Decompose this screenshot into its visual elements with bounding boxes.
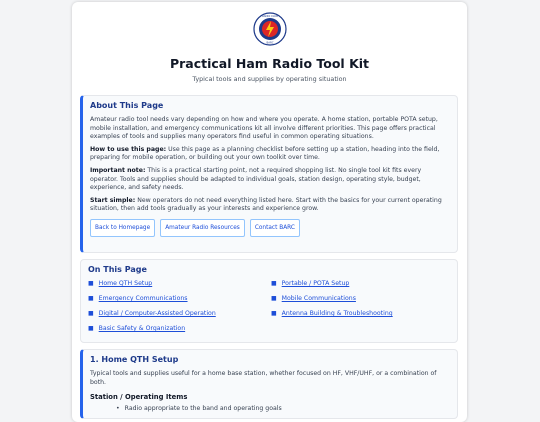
amateur-radio-resources-button[interactable]: Amateur Radio Resources: [160, 219, 245, 237]
club-logo: [253, 12, 287, 46]
toc-item-portable-pota: [271, 280, 454, 288]
home-qth-section: [80, 349, 458, 419]
page-container: [72, 2, 467, 422]
toc-item-home-qth: [88, 280, 271, 288]
about-section: [80, 95, 458, 253]
page-title: Practical Ham Radio Tool Kit: [169, 56, 370, 71]
toc-link-emergency[interactable]: Emergency Communications: [98, 295, 188, 302]
note-text: This is a practical starting point, not a required shopping list. No single tool kit fits every operator. Tools and supplies should be adapted to individual goals, station design, operating style, budget, experience, and safety needs.: [90, 166, 422, 192]
list-item: [90, 405, 449, 413]
about-button-row: [90, 219, 449, 237]
bullet-icon: ■: [271, 295, 277, 302]
toc-link-digital[interactable]: Digital / Computer-Assisted Operation: [98, 310, 216, 317]
contact-barc-button[interactable]: Contact BARC: [250, 219, 300, 237]
bullet-icon: ■: [88, 280, 94, 287]
toc-item-digital: [88, 310, 271, 318]
qth-intro: Typical tools and supplies useful for a home base station, whether focused on HF, VHF/UHF, or a combination of both.: [90, 370, 437, 386]
list-item-text: Radio appropriate to the band and operating goals: [124, 405, 282, 413]
logo-top-text: RADIO CLUB: [262, 15, 278, 19]
simple-label: Start simple:: [90, 196, 136, 204]
toc-item-antenna: [271, 310, 454, 318]
toc-item-emergency: [88, 295, 271, 303]
about-how: [90, 146, 449, 163]
note-label: Important note:: [90, 166, 146, 174]
toc-link-mobile[interactable]: Mobile Communications: [281, 295, 356, 302]
toc-link-safety[interactable]: Basic Safety & Organization: [98, 325, 186, 332]
how-text: Use this page as a planning checklist before setting up a station, heading into the field, preparing for mobile operation, or building out your own toolkit over time.: [90, 145, 440, 162]
qth-subheading: Station / Operating Items: [90, 393, 188, 402]
toc-heading: On This Page: [88, 265, 147, 274]
logo-bottom-text: BARC: [266, 41, 274, 45]
bullet-icon: •: [116, 405, 120, 413]
page-subtitle: Typical tools and supplies by operating situation: [192, 75, 347, 83]
about-note: [90, 167, 449, 193]
bullet-icon: ■: [88, 295, 94, 302]
toc-item-safety: [88, 325, 271, 333]
back-to-homepage-button[interactable]: Back to Homepage: [90, 219, 155, 237]
bullet-icon: ■: [88, 325, 94, 332]
toc-link-portable-pota[interactable]: Portable / POTA Setup: [281, 280, 350, 287]
toc-link-home-qth[interactable]: Home QTH Setup: [98, 280, 153, 287]
toc-item-mobile: [271, 295, 454, 303]
how-label: How to use this page:: [90, 145, 167, 153]
bullet-icon: ■: [88, 310, 94, 317]
about-heading: About This Page: [90, 101, 164, 110]
bullet-icon: ■: [271, 280, 277, 287]
toc-link-antenna[interactable]: Antenna Building & Troubleshooting: [281, 310, 393, 317]
toc-list: [88, 280, 449, 333]
about-intro: Amateur radio tool needs vary depending on how and where you operate. A home station, portable POTA setup, mobile installation, and emergency communications kit all involve different priorities. This page offers practical examples of tools and supplies many operators find useful in common operating situations.: [90, 116, 438, 141]
about-simple: [90, 197, 449, 214]
qth-heading: 1. Home QTH Setup: [90, 355, 179, 364]
simple-text: New operators do not need everything listed here. Start with the basics for your current operating situation, then add tools gradually as your interests and experience grow.: [90, 196, 442, 213]
toc-section: [80, 259, 458, 343]
bullet-icon: ■: [271, 310, 277, 317]
